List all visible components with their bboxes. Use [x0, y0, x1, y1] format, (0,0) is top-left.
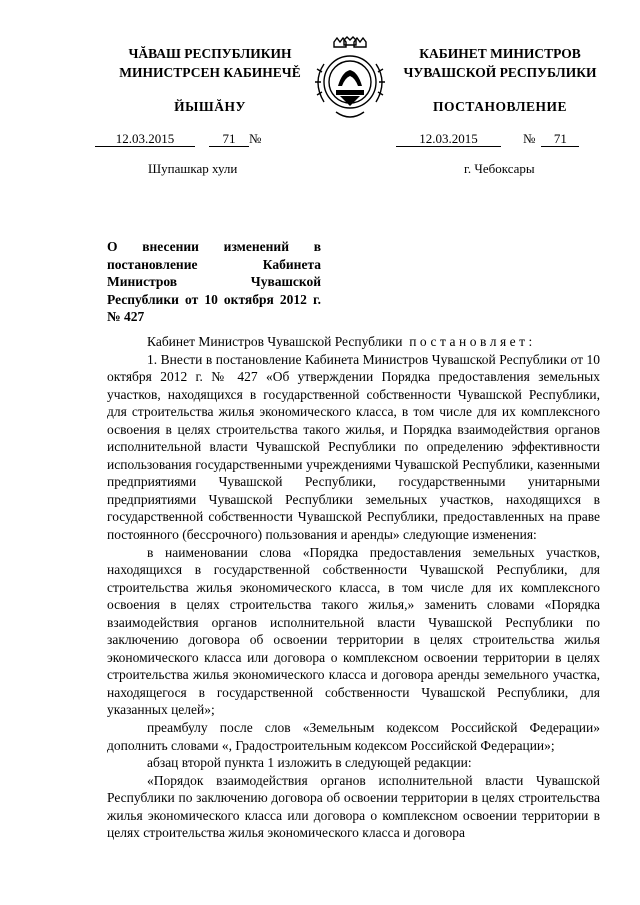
- date-right: 12.03.2015: [396, 132, 501, 147]
- header-right-line2: ЧУВАШСКОЙ РЕСПУБЛИКИ: [403, 65, 597, 80]
- body-paragraph: «Порядок взаимодействия органов исполнительной власти Чувашской Республики по заключению договора об освоении территории в целях строительства жилья экономического класса или договора о комплексном освоении территории в целях строительства жилья экономического класса и договора: [107, 772, 600, 841]
- intro-decree-word: постановляет:: [409, 334, 536, 349]
- body-paragraph: 1. Внести в постановление Кабинета Министров Чувашской Республики от 10 октября 2012 г. № 427 «Об утверждении Порядка предоставления земельных участков, находящихся в государственной собственности Чувашской Республики, для строительства жилья экономического класса, в том числе для их комплексного освоения в целях строительства такого жилья, и Порядка взаимодействия органов исполнительной власти Чувашской Республики по определению эффективности использования государственными учреждениями Чувашской Республики, казенными предприятиями Чувашской Республики, государственными унитарными предприятиями Чувашской Республики земельных участков, находящихся в государственной собственности Чувашской Республики, предоставленных на праве постоянного (бессрочного) пользования и аренды» следующие изменения:: [107, 351, 600, 543]
- header-left-line1: ЧĂВАШ РЕСПУБЛИКИН: [128, 46, 292, 61]
- header-left-line2: МИНИСТРСЕН КАБИНЕЧĚ: [119, 65, 301, 80]
- number-line-left: [95, 131, 261, 147]
- chuvash-republic-emblem-icon: [310, 36, 390, 120]
- body-paragraph: в наименовании слова «Порядка предоставления земельных участков, находящихся в государственной собственности Чувашской Республики, для строительства жилья экономического класса, в том числе для их комплексного освоения в целях строительства такого жилья,» заменить словами «Порядка взаимодействия органов исполнительной власти Чувашской Республики по заключению договора об освоении территории в целях строительства жилья экономического класса или договора о комплексном освоении территории в целях строительства жилья экономического класса и договора аренды земельного участка, находящегося в государственной собственности Чувашской Республики, для указанных целей»;: [107, 544, 600, 718]
- place-left: Шупашкар хули: [148, 161, 238, 176]
- header-left-org: [110, 44, 310, 82]
- number-left: 71: [209, 132, 249, 147]
- number-sign-right: №: [523, 131, 536, 146]
- doc-type-left: ЙЫШĂНУ: [174, 99, 246, 114]
- date-left: 12.03.2015: [95, 132, 195, 147]
- header-right-org: [395, 44, 605, 82]
- body-paragraph: преамбулу после слов «Земельным кодексом Российской Федерации» дополнить словами «, Градостроительным кодексом Российской Федерации»;: [107, 720, 600, 753]
- intro-paragraph: [107, 333, 600, 351]
- intro-text: Кабинет Министров Чувашской Республики: [147, 334, 403, 349]
- number-line-right: [396, 131, 579, 147]
- document-title: О внесении изменений в постановление Кабинета Министров Чувашской Республики от 10 октября 2012 г. № 427: [107, 239, 321, 324]
- doc-type-right: ПОСТАНОВЛЕНИЕ: [432, 99, 568, 114]
- number-sign-left: №: [249, 131, 262, 146]
- place-right: г. Чебоксары: [464, 161, 535, 176]
- body-paragraph: абзац второй пункта 1 изложить в следующей редакции:: [147, 755, 472, 771]
- header-right-line1: КАБИНЕТ МИНИСТРОВ: [419, 46, 581, 61]
- document-body: [107, 333, 600, 842]
- number-right: 71: [541, 132, 579, 147]
